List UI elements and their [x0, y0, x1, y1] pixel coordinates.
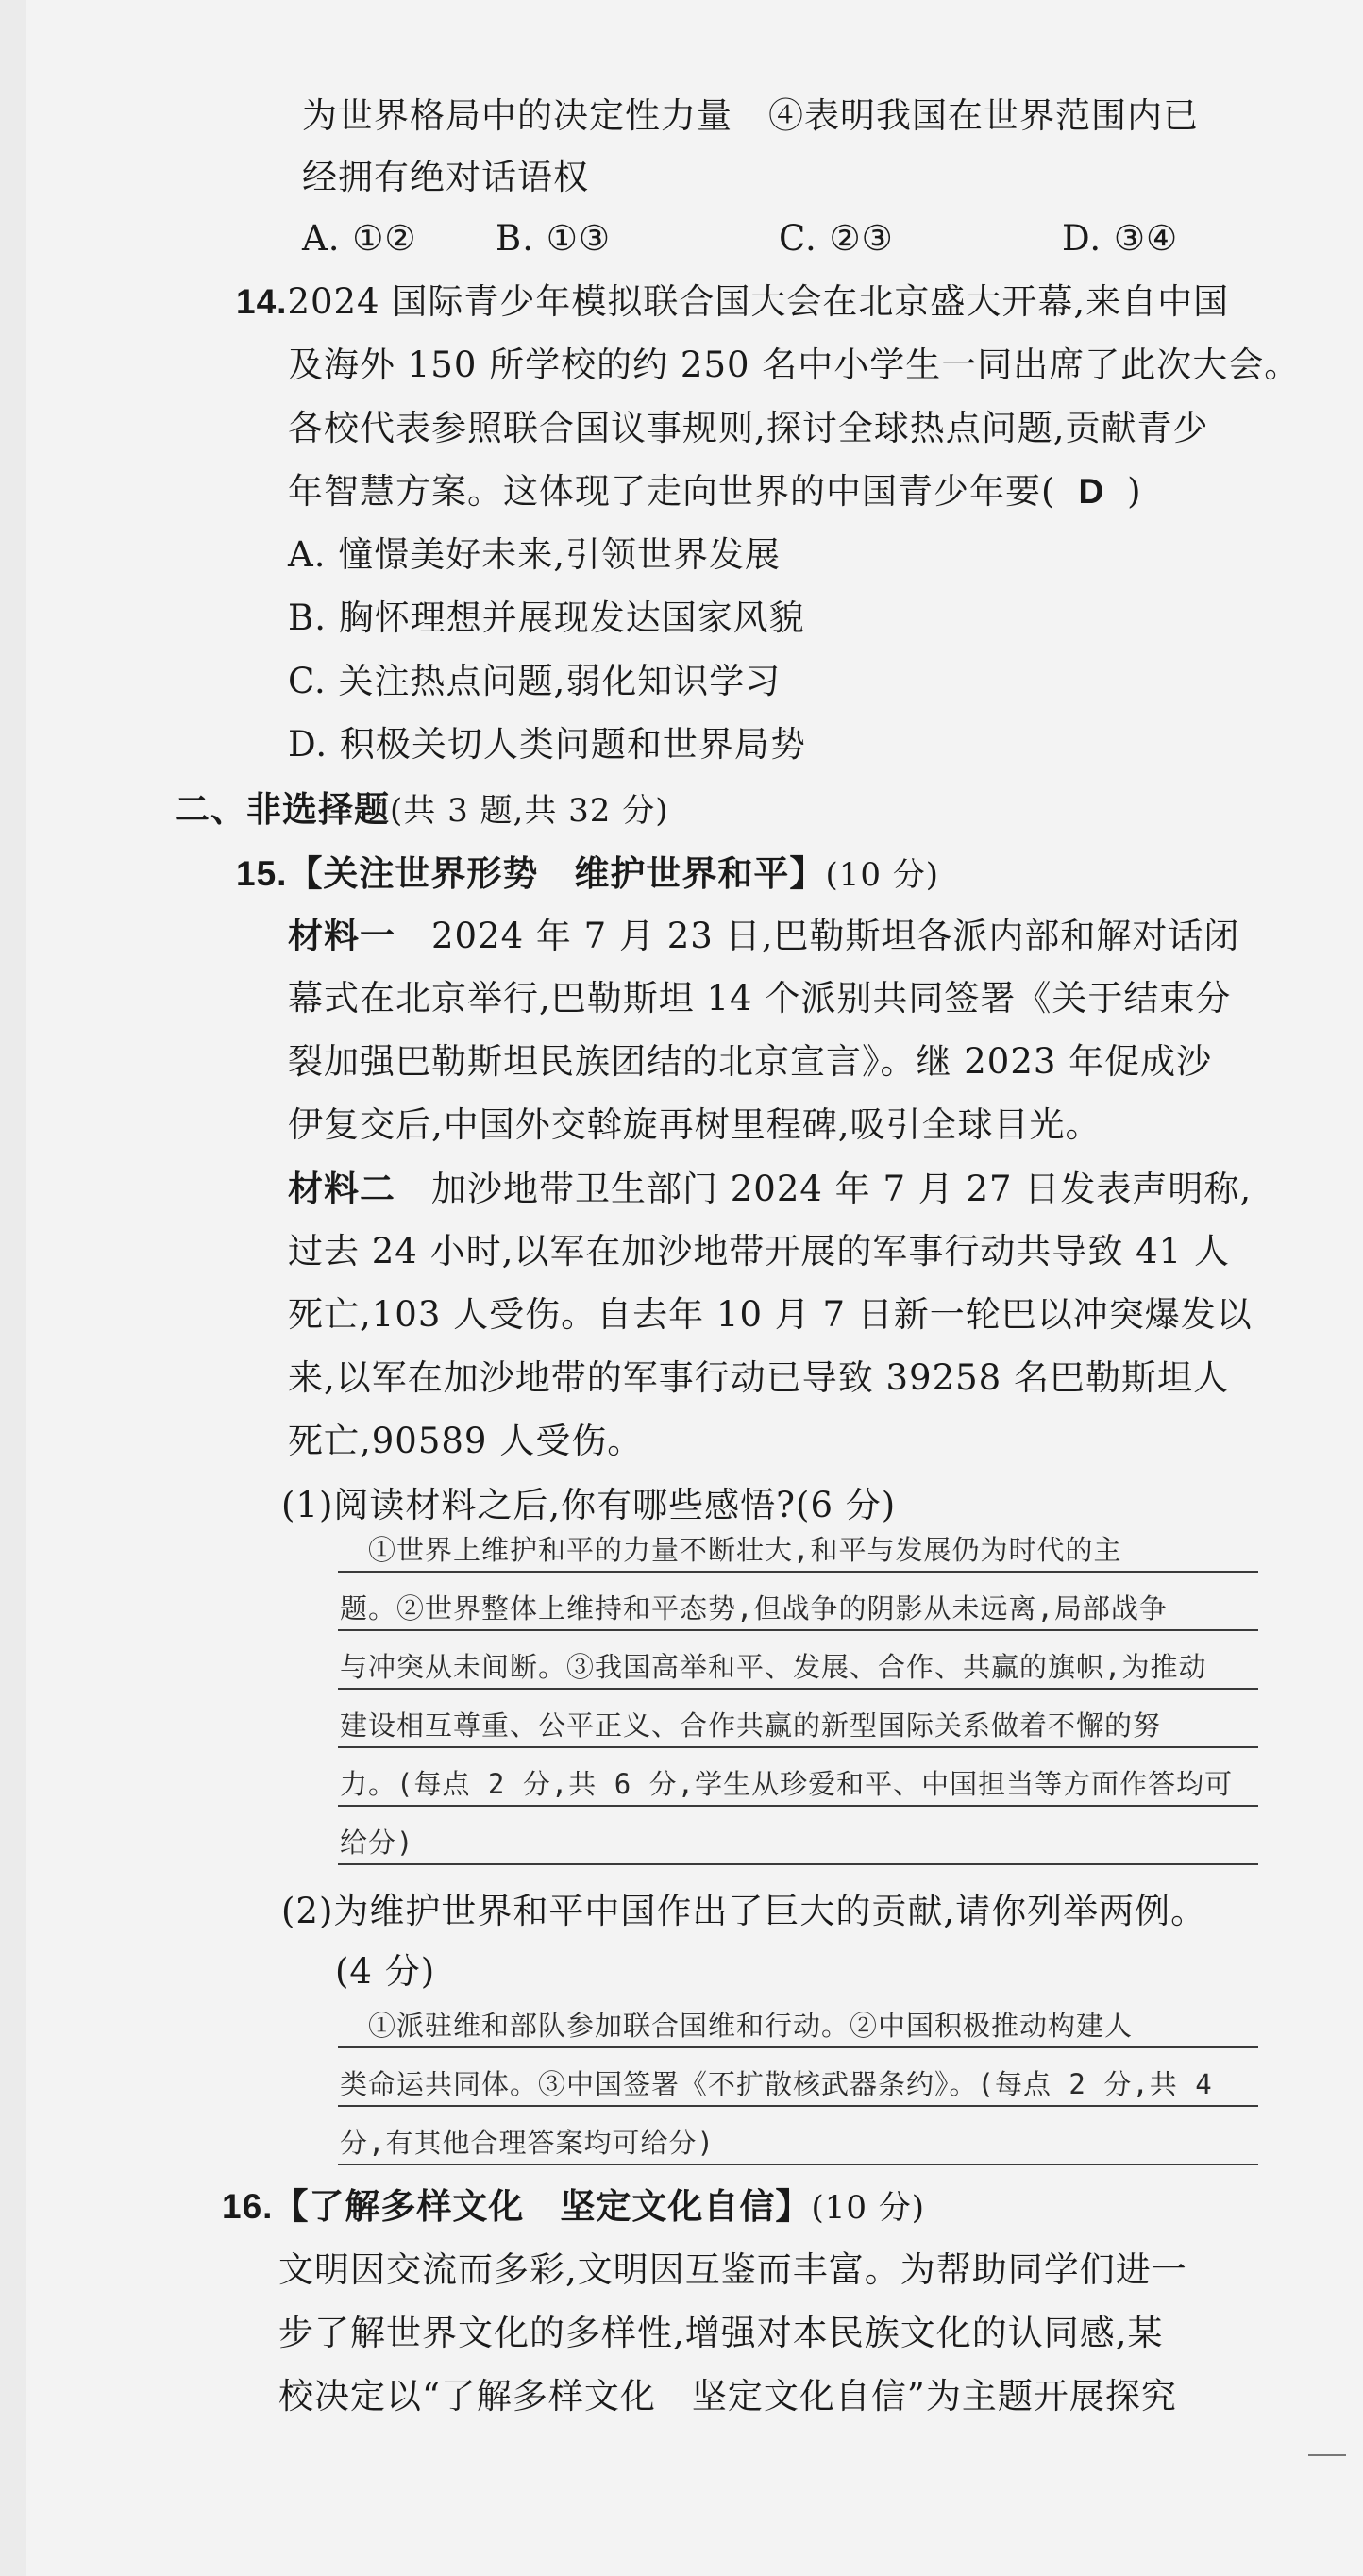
q14-option-a: A. 憧憬美好未来,引领世界发展	[288, 534, 782, 575]
answer-rule	[338, 1688, 1258, 1690]
answer-line: ①世界上维护和平的力量不断壮大,和平与发展仍为时代的主	[340, 1534, 1122, 1566]
q13-option-c: C. ②③	[779, 218, 894, 259]
answer-choice: D	[1078, 472, 1105, 511]
q14-line4-close: )	[1127, 471, 1142, 512]
answer-line: 与冲突从未间断。③我国高举和平、发展、合作、共赢的旗帜,为推动	[340, 1651, 1207, 1683]
answer-rule	[338, 2046, 1258, 2048]
q16-stem-line2: 步了解世界文化的多样性,增强对本民族文化的认同感,某	[278, 2313, 1164, 2353]
material-2-line4: 来,以军在加沙地带的军事行动已导致 39258 名巴勒斯坦人	[288, 1357, 1229, 1398]
q16-title: 【了解多样文化 坚定文化自信】	[273, 2185, 812, 2227]
q14-line1-text: 2024 国际青少年模拟联合国大会在北京盛大开幕,来自中国	[287, 281, 1230, 322]
q14-stem-line1	[236, 280, 1229, 324]
q16-stem-line3: 校决定以“了解多样文化 坚定文化自信”为主题开展探究	[278, 2376, 1177, 2416]
q15-heading	[236, 851, 939, 897]
q15-sub2-score: (4 分)	[335, 1951, 436, 1992]
q14-stem-line4	[288, 470, 1142, 514]
q15-title: 【关注世界形势 维护世界和平】	[287, 852, 826, 894]
answer-rule	[338, 1805, 1258, 1807]
material-1-line4: 伊复交后,中国外交斡旋再树里程碑,吸引全球目光。	[288, 1104, 1102, 1145]
q13-text-line2: 经拥有绝对话语权	[302, 157, 589, 197]
q13-option-a: A. ①②	[302, 218, 417, 259]
answer-line: 给分)	[340, 1827, 414, 1859]
material-1-line3: 裂加强巴勒斯坦民族团结的北京宣言》。继 2023 年促成沙	[288, 1041, 1213, 1082]
question-number: 15.	[236, 854, 288, 893]
material-1-label: 材料一	[288, 915, 395, 956]
q14-stem-line3: 各校代表参照联合国议事规则,探讨全球热点问题,贡献青少	[288, 408, 1209, 448]
answer-line: 分,有其他合理答案均可给分)	[340, 2127, 715, 2159]
answer-line: 题。②世界整体上维持和平态势,但战争的阴影从未远离,局部战争	[340, 1592, 1168, 1625]
material-2-label: 材料二	[288, 1168, 395, 1209]
answer-line: 力。(每点 2 分,共 6 分,学生从珍爱和平、中国担当等方面作答均可	[340, 1768, 1234, 1800]
section-heading	[175, 787, 668, 833]
answer-rule	[338, 2164, 1258, 2165]
material-1-text: 2024 年 7 月 23 日,巴勒斯坦各派内部和解对话闭	[395, 916, 1240, 956]
q14-option-b: B. 胸怀理想并展现发达国家风貌	[288, 598, 805, 638]
material-1-line2: 幕式在北京举行,巴勒斯坦 14 个派别共同签署《关于结束分	[288, 978, 1232, 1019]
material-1-line1	[288, 914, 1239, 958]
question-number: 14.	[236, 282, 288, 321]
question-number: 16.	[222, 2187, 274, 2226]
section-title: 二、非选择题	[175, 788, 390, 830]
material-2-line1	[288, 1167, 1252, 1211]
q15-score: (10 分)	[825, 856, 940, 894]
answer-rule	[338, 1746, 1258, 1748]
section-note: (共 3 题,共 32 分)	[390, 792, 669, 830]
q15-sub1-question: (1)阅读材料之后,你有哪些感悟?(6 分)	[281, 1485, 897, 1525]
q14-option-d: D. 积极关切人类问题和世界局势	[288, 724, 806, 765]
q13-option-b: B. ①③	[496, 218, 612, 259]
q16-heading	[222, 2184, 925, 2230]
answer-rule	[338, 2105, 1258, 2107]
q13-option-d: D. ③④	[1062, 218, 1179, 259]
answer-line: ①派驻维和部队参加联合国维和行动。②中国积极推动构建人	[340, 2010, 1134, 2042]
q14-line4-text: 年智慧方案。这体现了走向世界的中国青少年要(	[288, 471, 1056, 512]
q13-text-line1: 为世界格局中的决定性力量 ④表明我国在世界范围内已	[302, 95, 1199, 136]
answer-rule	[338, 1571, 1258, 1573]
q16-score: (10 分)	[811, 2189, 926, 2227]
material-2-line5: 死亡,90589 人受伤。	[288, 1421, 644, 1461]
answer-rule	[338, 1629, 1258, 1631]
q16-stem-line1: 文明因交流而多彩,文明因互鉴而丰富。为帮助同学们进一	[278, 2249, 1187, 2290]
page-edge-mark	[1308, 2454, 1346, 2456]
answer-line: 建设相互尊重、公平正义、合作共赢的新型国际关系做着不懈的努	[340, 1709, 1162, 1742]
material-2-line2: 过去 24 小时,以军在加沙地带开展的军事行动共导致 41 人	[288, 1231, 1230, 1271]
material-2-line3: 死亡,103 人受伤。自去年 10 月 7 日新一轮巴以冲突爆发以	[288, 1294, 1253, 1335]
q14-stem-line2: 及海外 150 所学校的约 250 名中小学生一同出席了此次大会。	[288, 345, 1301, 385]
answer-line: 类命运共同体。③中国签署《不扩散核武器条约》。(每点 2 分,共 4	[340, 2068, 1213, 2100]
q15-sub2-question: (2)为维护世界和平中国作出了巨大的贡献,请你列举两例。	[281, 1891, 1207, 1931]
material-2-text: 加沙地带卫生部门 2024 年 7 月 27 日发表声明称,	[395, 1169, 1253, 1209]
q14-option-c: C. 关注热点问题,弱化知识学习	[288, 661, 782, 701]
answer-rule	[338, 1863, 1258, 1865]
